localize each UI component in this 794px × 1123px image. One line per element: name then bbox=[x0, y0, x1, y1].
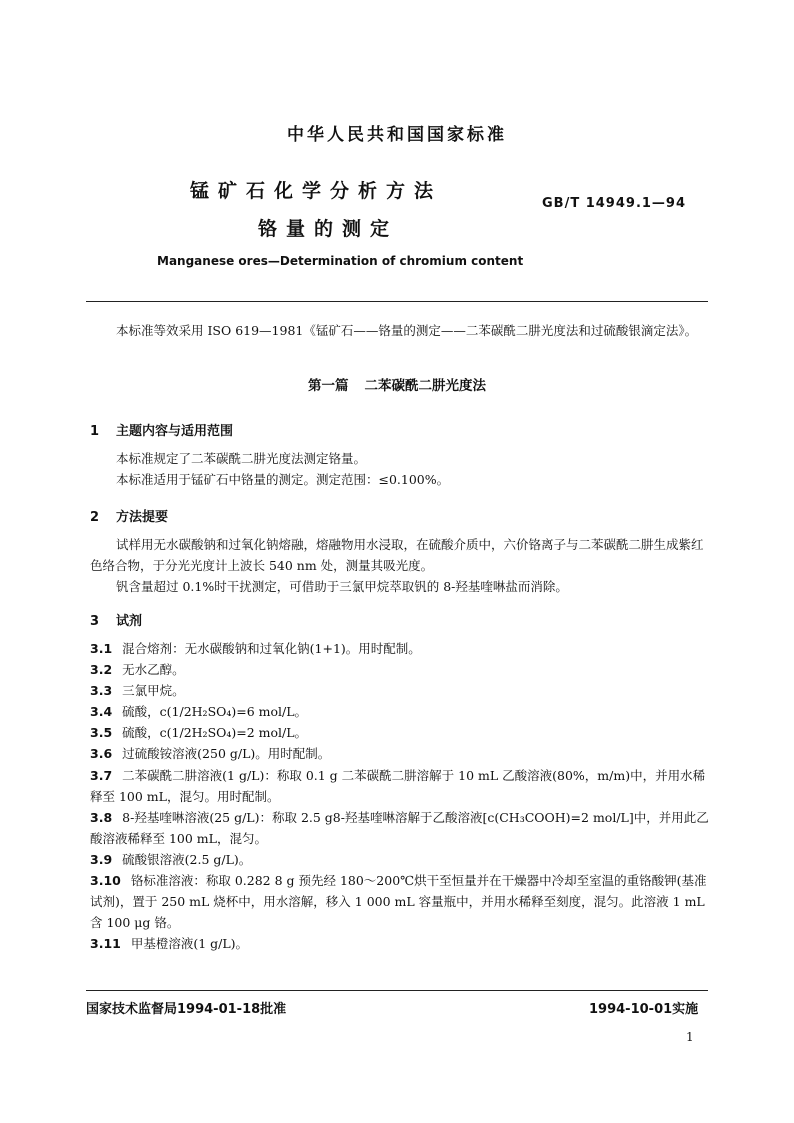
document-subtitle: 铬量的测定 bbox=[258, 218, 399, 240]
page-number: 1 bbox=[686, 1030, 694, 1044]
section-number: 3 bbox=[90, 614, 100, 629]
section-2-paragraph-1: 试样用无水碳酸钠和过氧化钠熔融，熔融物用水浸取，在硫酸介质中，六价铬离子与二苯碳酰二肼生成紫红色络合物，于分光光度计上波长 540 nm 处，测量其吸光度。 bbox=[90, 537, 704, 573]
reagent-item: 3.8 8-羟基喹啉溶液(25 g/L)：称取 2.5 g8-羟基喹啉溶解于乙酸溶液[c(CH₃COOH)=2 mol/L]中，并用此乙酸溶液稀释至 100 mL，混匀。 bbox=[90, 810, 709, 846]
section-2-heading bbox=[90, 506, 168, 525]
section-number: 1 bbox=[90, 424, 100, 439]
reagent-item: 3.6 过硫酸铵溶液(250 g/L)。用时配制。 bbox=[90, 746, 331, 761]
part-name: 二苯碳酰二肼光度法 bbox=[364, 378, 486, 394]
reagent-item: 3.11 甲基橙溶液(1 g/L)。 bbox=[90, 936, 249, 951]
standard-code: GB/T 14949.1—94 bbox=[542, 196, 687, 211]
reagent-item: 3.9 硫酸银溶液(2.5 g/L)。 bbox=[90, 852, 252, 867]
section-1-paragraph-1: 本标准规定了二苯碳酰二肼光度法测定铬量。 bbox=[116, 451, 367, 466]
part-title bbox=[0, 374, 794, 394]
section-1-paragraph-2: 本标准适用于锰矿石中铬量的测定。测定范围：≤0.100%。 bbox=[116, 472, 450, 487]
document-title: 锰矿石化学分析方法 bbox=[190, 180, 443, 202]
reagent-item: 3.1 混合熔剂：无水碳酸钠和过氧化钠(1+1)。用时配制。 bbox=[90, 641, 421, 656]
reagent-item: 3.5 硫酸，c(1/2H₂SO₄)=2 mol/L。 bbox=[90, 725, 308, 740]
english-title: Manganese ores—Determination of chromium content bbox=[157, 254, 524, 268]
reagent-item: 3.4 硫酸，c(1/2H₂SO₄)=6 mol/L。 bbox=[90, 704, 308, 719]
section-3-heading bbox=[90, 610, 142, 629]
reagent-item: 3.10 铬标准溶液：称取 0.282 8 g 预先经 180～200℃烘干至恒量并在干燥器中冷却至室温的重铬酸钾(基准试剂)，置于 250 mL 烧杯中，用水溶解，移入 1 000 mL 容量瓶中，并用水稀释至刻度，混匀。此溶液 1 mL 含 100 μg 铬。 bbox=[90, 873, 707, 930]
section-1-heading bbox=[90, 420, 233, 439]
section-number: 2 bbox=[90, 510, 100, 525]
header-divider bbox=[86, 301, 708, 302]
section-title: 试剂 bbox=[116, 614, 143, 629]
intro-paragraph: 本标准等效采用 ISO 619—1981《锰矿石——铬量的测定——二苯碳酰二肼光度法和过硫酸银滴定法》。 bbox=[116, 323, 698, 338]
reagent-item: 3.3 三氯甲烷。 bbox=[90, 683, 185, 698]
footer-divider bbox=[86, 990, 708, 991]
national-standard-heading: 中华人民共和国国家标准 bbox=[287, 125, 507, 145]
section-title: 主题内容与适用范围 bbox=[116, 424, 234, 439]
effective-date: 1994-10-01实施 bbox=[589, 1002, 699, 1017]
section-2-paragraph-2: 钒含量超过 0.1%时干扰测定，可借助于三氯甲烷萃取钒的 8-羟基喹啉盐而消除。 bbox=[116, 579, 568, 594]
part-label: 第一篇 bbox=[308, 378, 349, 394]
approval-info: 国家技术监督局1994-01-18批准 bbox=[86, 1002, 287, 1017]
section-title: 方法提要 bbox=[116, 510, 169, 525]
reagent-item: 3.7 二苯碳酰二肼溶液(1 g/L)：称取 0.1 g 二苯碳酰二肼溶解于 10 mL 乙酸溶液(80%，m/m)中，并用水稀释至 100 mL，混匀。用时配制。 bbox=[90, 768, 706, 804]
reagent-item: 3.2 无水乙醇。 bbox=[90, 662, 185, 677]
